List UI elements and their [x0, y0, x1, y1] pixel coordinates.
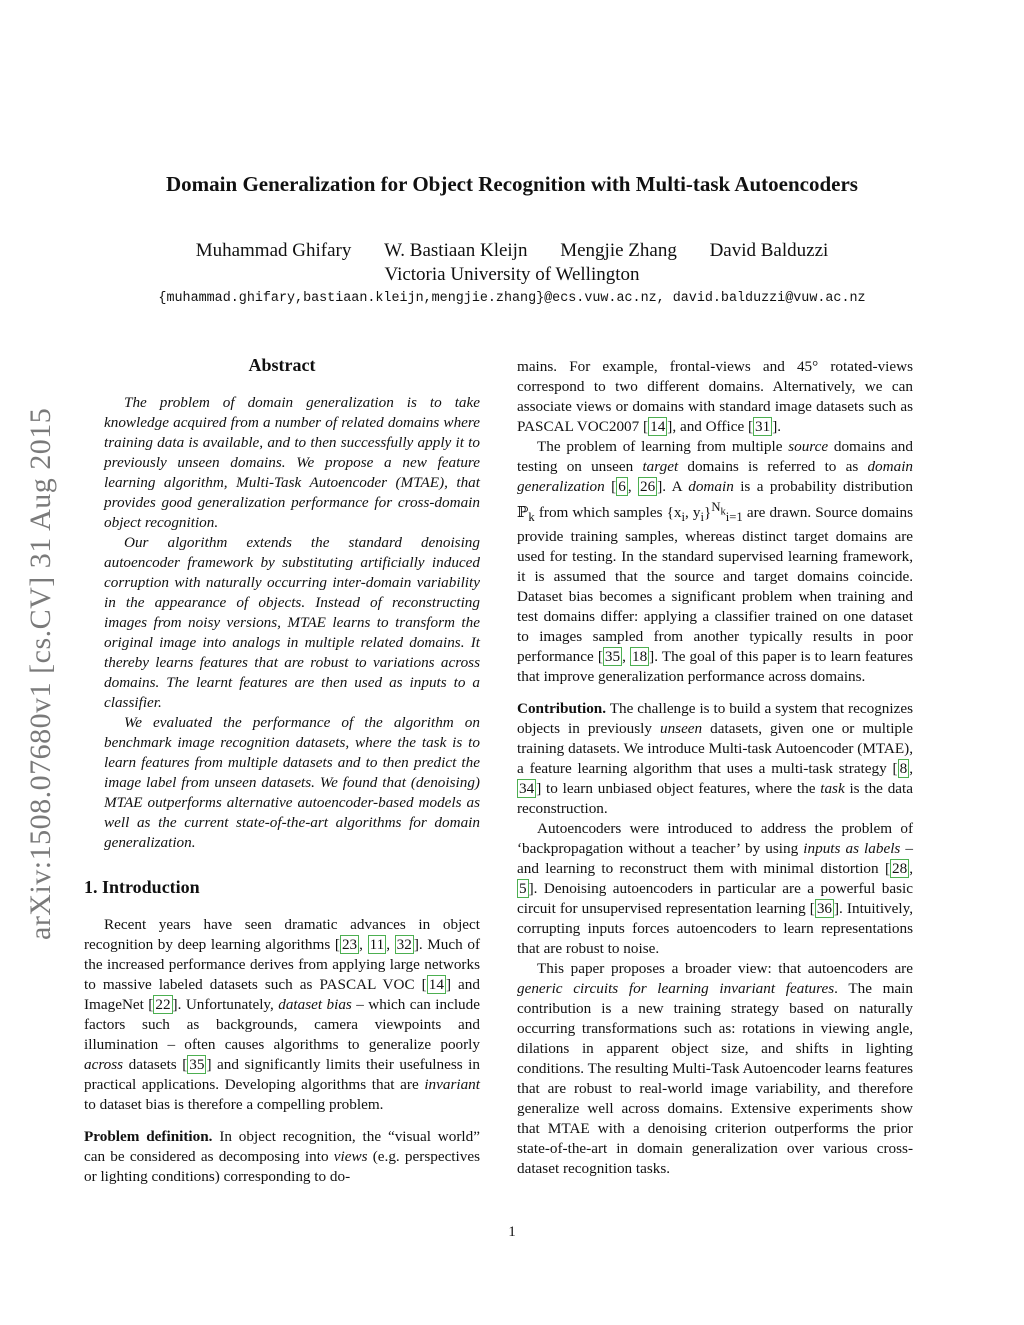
abstract-paragraph: The problem of domain generalization is to take knowledge acquired from a number of related domains where training data is available, and to then successfully apply it to previously unseen domains. We propose a new feature learning algorithm, Multi-Task Autoencoder (MTAE), that provides good generalization performance for cross-domain object recognition.: [104, 394, 480, 531]
citation-link[interactable]: 26: [640, 478, 656, 495]
citation-link[interactable]: 35: [189, 1056, 205, 1073]
citation-link[interactable]: 32: [396, 936, 412, 953]
abstract: [84, 355, 480, 853]
citation-link[interactable]: 35: [604, 648, 621, 666]
citation-link[interactable]: 18: [631, 648, 648, 666]
author-list: [60, 240, 964, 262]
autoencoder-paragraph: Autoencoders were introduced to address the problem of ‘backpropagation without a teacher’ by using inputs as labels – and learning to reconstruct them with minimal distortion [ 28 , 5 ]. Denoising autoencoders in particular are a powerful basic circuit for unsupervised representation learning [ 36 ]. Intuitively, corrupting inputs forces autoencoders to learn representations that are robust to noise.: [517, 820, 914, 958]
citation-link[interactable]: 22: [155, 996, 171, 1013]
citation-link[interactable]: 6: [618, 478, 626, 495]
author-emails: {muhammad.ghifary,bastiaan.kleijn,mengjie.zhang}@ecs.vuw.ac.nz, david.balduzzi@vuw.ac.nz: [158, 291, 866, 306]
problem-definition-paragraph: Problem definition. In object recognition, the “visual world” can be considered as decomposing into views (e.g. perspectives or lighting conditions) corresponding to do-: [84, 1128, 480, 1185]
abstract-paragraph: We evaluated the performance of the algorithm on benchmark image recognition datasets, where the task is to learn features from multiple datasets and to then predict the image label from unseen datasets. We found that (denoising) MTAE outperforms alternative autoencoder-based models as well as the current state-of-the-art algorithms for domain generalization.: [104, 714, 480, 851]
domain-generalization-paragraph: The problem of learning from multiple source domains and testing on unseen target domains is referred to as domain generalization [ 6 , 26 ]. A domain is a probability distribution ℙ$_k$ from which samples {$x_i$, $y_i\}^{N_k}_{i=1}$ are drawn. Source domains provide training samples, whereas distinct target domains are used for testing. In the standard supervised learning framework, it is assumed that the source and target domains coincide. Dataset bias becomes a significant problem when training and test domains differ: applying a classifier trained on one dataset to images sampled from another typically results in poor performance [ 35 , 18 ]. The goal of this paper is to learn features that improve generalization performance across domains.: [517, 438, 914, 686]
page-number: 1: [508, 1224, 516, 1240]
citation-link[interactable]: 14: [650, 418, 666, 435]
contribution-label: Contribution.: [517, 700, 607, 718]
citation-link[interactable]: 31: [755, 418, 771, 435]
problem-definition-label: Problem definition.: [84, 1128, 213, 1145]
intro-paragraph: Recent years have seen dramatic advances in object recognition by deep learning algorithms [ 23 , 11 , 32 ]. Much of the increased performance derives from applying large networks to massive labeled datasets such as PASCAL VOC [ 14 ] and ImageNet [ 22 ]. Unfortunately, dataset bias – which can include factors such as backgrounds, camera viewpoints and illumination – often causes algorithms to generalize poorly across datasets [ 35 ] and significantly limits their usefulness in practical applications. Developing algorithms that are invariant to dataset bias is therefore a compelling problem.: [84, 916, 481, 1113]
author-name: David Balduzzi: [709, 240, 829, 261]
author-name: W. Bastiaan Kleijn: [384, 240, 528, 261]
paper-title: Domain Generalization for Object Recognition with Multi-task Autoencoders: [166, 172, 858, 196]
citation-link[interactable]: 5: [519, 880, 527, 898]
section-heading-introduction: 1. Introduction: [84, 877, 200, 897]
citation-link[interactable]: 36: [816, 900, 832, 918]
author-name: Muhammad Ghifary: [195, 240, 352, 261]
citation-link[interactable]: 14: [428, 976, 444, 993]
abstract-paragraph: Our algorithm extends the standard denoising autoencoder framework by substituting artificially induced corruption with naturally occurring inter-domain variability in the appearance of objects. Instead of reconstructing images from noisy versions, MTAE learns to transform the original image into analogs in multiple related domains. It thereby learns features that are robust to variations across domains. The learnt features are then used as inputs to a classifier.: [104, 534, 480, 711]
author-name: Mengjie Zhang: [560, 240, 677, 261]
broader-view-paragraph: This paper proposes a broader view: that autoencoders are generic circuits for learning invariant features. The main contribution is a new training strategy based on naturally occurring transformations such as: rotations in viewing angle, dilations in apparent object size, and shifts in lighting conditions. The resulting Multi-Task Autoencoder learns features that are robust to real-world image variability, and therefore generalize well across domains. Extensive experiments show that MTAE with a denoising criterion outperforms the prior state-of-the-art in domain generalization over various cross-dataset recognition tasks.: [517, 960, 913, 1178]
right-column: [517, 357, 913, 1179]
citation-link[interactable]: 34: [519, 780, 535, 798]
arxiv-stamp: arXiv:1508.07680v1 [cs.CV] 31 Aug 2015: [24, 407, 57, 940]
affiliation: Victoria University of Wellington: [384, 264, 640, 285]
citation-link[interactable]: 23: [341, 936, 358, 953]
contribution-paragraph: Contribution. The challenge is to build a system that recognizes objects in previously unseen datasets, given one or multiple training datasets. We introduce Multi-task Autoencoder (MTAE), a feature learning algorithm that uses a multi-task strategy [ 8 , 34 ] to learn unbiased object features, where the task is the data reconstruction.: [517, 700, 913, 818]
citation-link[interactable]: 11: [369, 936, 385, 953]
abstract-heading: Abstract: [248, 355, 316, 375]
continued-paragraph: mains. For example, frontal-views and 45° rotated-views correspond to two different domains. Alternatively, we can associate views or domains with standard image datasets such as PASCAL VOC2007 [ 14 ], and Office [ 31 ].: [517, 358, 913, 435]
citation-link[interactable]: 28: [892, 860, 908, 878]
left-column: [84, 355, 480, 1187]
citation-link[interactable]: 8: [899, 760, 908, 778]
